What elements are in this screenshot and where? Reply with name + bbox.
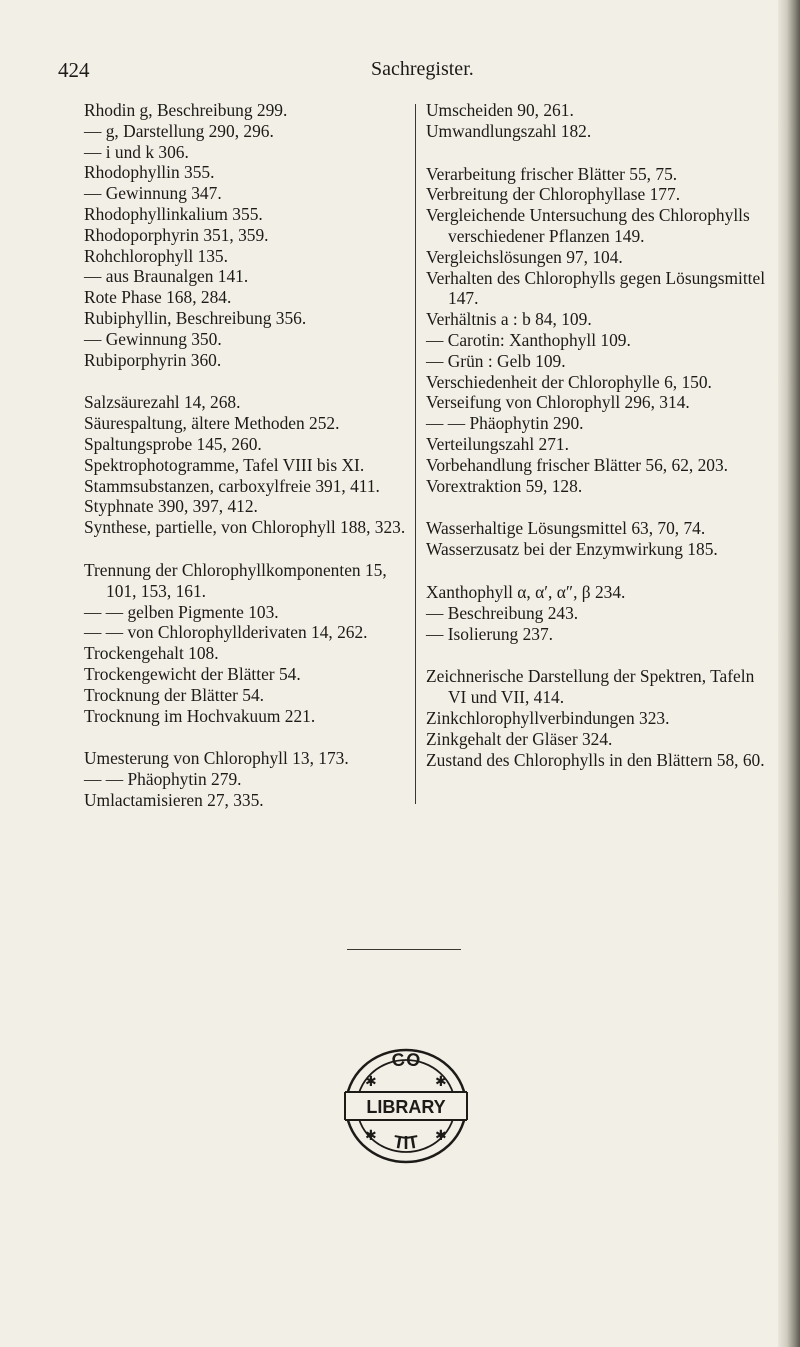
index-entry: Verteilungszahl 271.	[426, 433, 569, 454]
index-entry: Trocknung der Blätter 54.	[84, 684, 265, 705]
section-gap	[426, 142, 766, 164]
index-entry: Trennung der Chlorophyllkomponenten 15, 101, 153, 161.	[84, 559, 387, 601]
index-entry: Rote Phase 168, 284.	[84, 287, 232, 308]
index-entry: Umscheiden 90, 261.	[426, 100, 574, 120]
index-entry: Wasserhaltige Lösungsmittel 63, 70, 74.	[426, 518, 706, 539]
index-entry: Rhodin g, Beschreibung 299.	[84, 100, 288, 120]
right-column	[426, 100, 766, 770]
index-section-z	[426, 666, 766, 770]
page-number: 424	[58, 58, 90, 82]
stamp-star-icon: ✱	[365, 1128, 377, 1144]
index-entry: Rohchlorophyll 135.	[84, 245, 228, 266]
index-entry: Umwandlungszahl 182.	[426, 120, 592, 141]
section-gap	[84, 538, 410, 560]
index-entry: — i und k 306.	[84, 141, 189, 162]
stamp-star-icon: ✱	[365, 1074, 377, 1090]
section-gap	[84, 370, 410, 392]
index-entry: Umlactamisieren 27, 335.	[84, 789, 264, 810]
index-entry: Zeichnerische Darstellung der Spektren, Tafeln VI und VII, 414.	[426, 666, 755, 708]
footer-rule	[347, 949, 461, 950]
section-gap	[426, 644, 766, 666]
index-entry: Wasserzusatz bei der Enzymwirkung 185.	[426, 539, 718, 560]
index-entry: Verhältnis a : b 84, 109.	[426, 309, 592, 330]
stamp-top-text: CO	[390, 1048, 422, 1071]
index-entry: — Isolierung 237.	[426, 623, 554, 644]
index-section-u	[84, 748, 410, 810]
index-entry: — Gewinnung 350.	[84, 328, 222, 349]
index-section-u-cont	[426, 100, 766, 142]
index-section-x	[426, 582, 766, 644]
index-entry: Umesterung von Chlorophyll 13, 173.	[84, 748, 349, 769]
index-entry: — — von Chlorophyllderivaten 14, 262.	[84, 622, 368, 643]
index-section-s	[84, 392, 410, 538]
index-entry: Spektrophotogramme, Tafel VIII bis XI.	[84, 454, 365, 475]
stamp-star-icon: ✱	[435, 1128, 447, 1144]
index-entry: Verschiedenheit der Chlorophylle 6, 150.	[426, 371, 712, 392]
index-entry: — Carotin: Xanthophyll 109.	[426, 329, 631, 350]
index-entry: — — gelben Pigmente 103.	[84, 601, 279, 622]
index-entry: Verarbeitung frischer Blätter 55, 75.	[426, 163, 678, 184]
index-entry: — — Phäophytin 279.	[84, 769, 242, 790]
index-entry: — — Phäophytin 290.	[426, 413, 584, 434]
index-entry: Stammsubstanzen, carboxylfreie 391, 411.	[84, 475, 380, 496]
index-entry: Salzsäurezahl 14, 268.	[84, 392, 241, 413]
index-entry: Vorextraktion 59, 128.	[426, 475, 583, 496]
index-entry: — aus Braunalgen 141.	[84, 266, 249, 287]
index-entry: Styphnate 390, 397, 412.	[84, 496, 258, 517]
section-gap	[426, 496, 766, 518]
index-entry: Zinkgehalt der Gläser 324.	[426, 728, 613, 749]
library-stamp	[339, 1044, 473, 1168]
section-gap	[426, 560, 766, 582]
index-entry: Verhalten des Chlorophylls gegen Lösungsmittel 147.	[426, 267, 766, 309]
index-entry: Rhodophyllin 355.	[84, 162, 215, 183]
index-section-v	[426, 164, 766, 497]
index-entry: Zinkchlorophyllverbindungen 323.	[426, 707, 670, 728]
index-entry: — g, Darstellung 290, 296.	[84, 120, 274, 141]
index-entry: Vergleichslösungen 97, 104.	[426, 246, 623, 267]
stamp-star-icon: ✱	[435, 1074, 447, 1090]
index-entry: Xanthophyll α, α′, α″, β 234.	[426, 581, 626, 602]
index-entry: Vorbehandlung frischer Blätter 56, 62, 203.	[426, 454, 729, 475]
index-section-r	[84, 100, 410, 370]
section-gap	[84, 726, 410, 748]
index-entry: Verbreitung der Chlorophyllase 177.	[426, 184, 681, 205]
index-entry: Vergleichende Untersuchung des Chlorophylls verschiedener Pflanzen 149.	[426, 205, 750, 246]
index-entry: — Grün : Gelb 109.	[426, 350, 566, 371]
index-entry: Rhodoporphyrin 351, 359.	[84, 224, 269, 245]
index-entry: Trocknung im Hochvakuum 221.	[84, 705, 316, 726]
index-entry: Zustand des Chlorophylls in den Blättern 58, 60.	[426, 749, 765, 770]
stamp-center-text: LIBRARY	[366, 1097, 446, 1117]
index-entry: Rubiphyllin, Beschreibung 356.	[84, 307, 307, 328]
index-entry: — Gewinnung 347.	[84, 183, 222, 204]
column-divider	[415, 104, 416, 804]
index-entry: Spaltungsprobe 145, 260.	[84, 433, 262, 454]
running-title: Sachregister.	[371, 58, 474, 80]
index-entry: Trockengewicht der Blätter 54.	[84, 663, 301, 684]
page-edge-shadow	[778, 0, 800, 1347]
left-column	[84, 100, 410, 811]
index-entry: Rhodophyllinkalium 355.	[84, 203, 263, 224]
stamp-bottom-text: TIT	[391, 1131, 421, 1154]
index-entry: Rubiporphyrin 360.	[84, 349, 222, 370]
index-section-w	[426, 518, 766, 560]
index-entry: Synthese, partielle, von Chlorophyll 188, 323.	[84, 517, 406, 538]
index-entry: Trockengehalt 108.	[84, 643, 219, 664]
index-section-t	[84, 560, 410, 726]
index-entry: Verseifung von Chlorophyll 296, 314.	[426, 392, 690, 413]
index-entry: — Beschreibung 243.	[426, 602, 579, 623]
index-entry: Säurespaltung, ältere Methoden 252.	[84, 413, 340, 434]
